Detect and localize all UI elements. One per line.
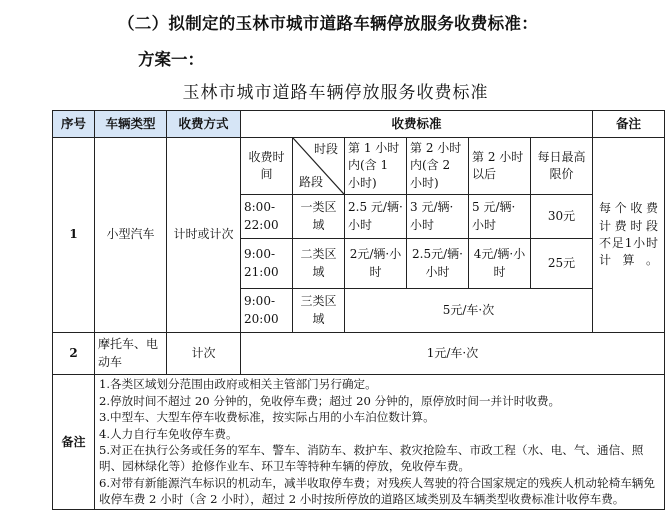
first-hour-header: 第 1 小时内(含 1 小时) <box>345 138 407 195</box>
row1-remark: 每个收费计费时段不足1小时计算。 <box>593 138 665 333</box>
row2-fee: 1元/车·次 <box>241 333 665 375</box>
note-item-2: 2.停放时间不超过 20 分钟的，免收停车费；超过 20 分钟的，原停放时间一并计时收费。 <box>99 393 561 408</box>
notes-label-text: 备注 <box>61 434 86 449</box>
subheader-row <box>53 138 665 195</box>
notes-content <box>95 375 665 510</box>
second-hour-header: 第 2 小时内(含 2 小时) <box>407 138 469 195</box>
note-item-5: 5.对正在执行公务或任务的军车、警车、消防车、救护车、救灾抢险车、市政工程（水、电、气、通信、照明、园林绿化等）抢修作业车、环卫车等特种车辆的停放，免收停车费。 <box>99 442 644 474</box>
row1-seq: 1 <box>53 138 95 333</box>
zone2-after: 4元/辆·小时 <box>469 239 531 289</box>
notes-row <box>53 375 665 510</box>
zone1-after: 5 元/辆·小时 <box>469 195 531 239</box>
plan-label: 方案一： <box>138 50 204 69</box>
note-item-3: 3.中型车、大型车停车收费标准，按实际占用的小车泊位数计算。 <box>99 410 435 425</box>
row1-method: 计时或计次 <box>167 138 241 333</box>
after-second-header: 第 2 小时以后 <box>469 138 531 195</box>
zone2-first: 2元/辆·小时 <box>345 239 407 289</box>
note-item-6: 6.对带有新能源汽车标识的机动车，减半收取停车费；对残疾人驾驶的符合国家规定的残疾人机动轮椅车辆免收停车费 2 小时（含 2 小时），超过 2 小时按所停放的道路区域类别及车辆类型收费标准计收停车费。 <box>99 475 655 507</box>
note-item-1: 1.各类区域划分范围由政府或相关主管部门另行确定。 <box>99 377 377 392</box>
zone1-second: 3 元/辆·小时 <box>407 195 469 239</box>
zone2-max: 25元 <box>531 239 593 289</box>
section-heading: （二）拟制定的玉林市城市道路车辆停放服务收费标准： <box>118 14 538 33</box>
table-title: 玉林市城市道路车辆停放服务收费标准 <box>182 83 489 103</box>
remark-header: 备注 <box>593 111 665 138</box>
diagonal-top-label: 时段 <box>313 142 338 156</box>
zone1-max: 30元 <box>531 195 593 239</box>
row1-vehicle-type: 小型汽车 <box>95 138 167 333</box>
zone3-name: 三类区域 <box>293 289 345 333</box>
notes-label <box>53 375 95 510</box>
zone2-name: 二类区域 <box>293 239 345 289</box>
row2-vehicle-type: 摩托车、电动车 <box>95 333 167 375</box>
seq-header: 序号 <box>53 111 95 138</box>
zone1-name: 一类区域 <box>293 195 345 239</box>
daily-max-header: 每日最高限价 <box>531 138 593 195</box>
zone2-time: 9:00-21:00 <box>241 239 293 289</box>
zone1-time: 8:00-22:00 <box>241 195 293 239</box>
vehicle-type-header: 车辆类型 <box>95 111 167 138</box>
diagonal-bottom-label: 路段 <box>299 174 324 189</box>
fee-table <box>52 110 665 510</box>
header-row <box>53 111 665 138</box>
method-header: 收费方式 <box>167 111 241 138</box>
zone3-flat-fee: 5元/车·次 <box>345 289 593 333</box>
row2-seq: 2 <box>53 333 95 375</box>
diagonal-header <box>293 138 345 195</box>
charge-time-header: 收费时间 <box>241 138 293 195</box>
standard-header: 收费标准 <box>241 111 593 138</box>
zone3-time: 9:00-20:00 <box>241 289 293 333</box>
zone2-second: 2.5元/辆·小时 <box>407 239 469 289</box>
row2 <box>53 333 665 375</box>
zone1-first: 2.5 元/辆·小时 <box>345 195 407 239</box>
note-item-4: 4.人力自行车免收停车费。 <box>99 426 238 441</box>
row2-method: 计次 <box>167 333 241 375</box>
